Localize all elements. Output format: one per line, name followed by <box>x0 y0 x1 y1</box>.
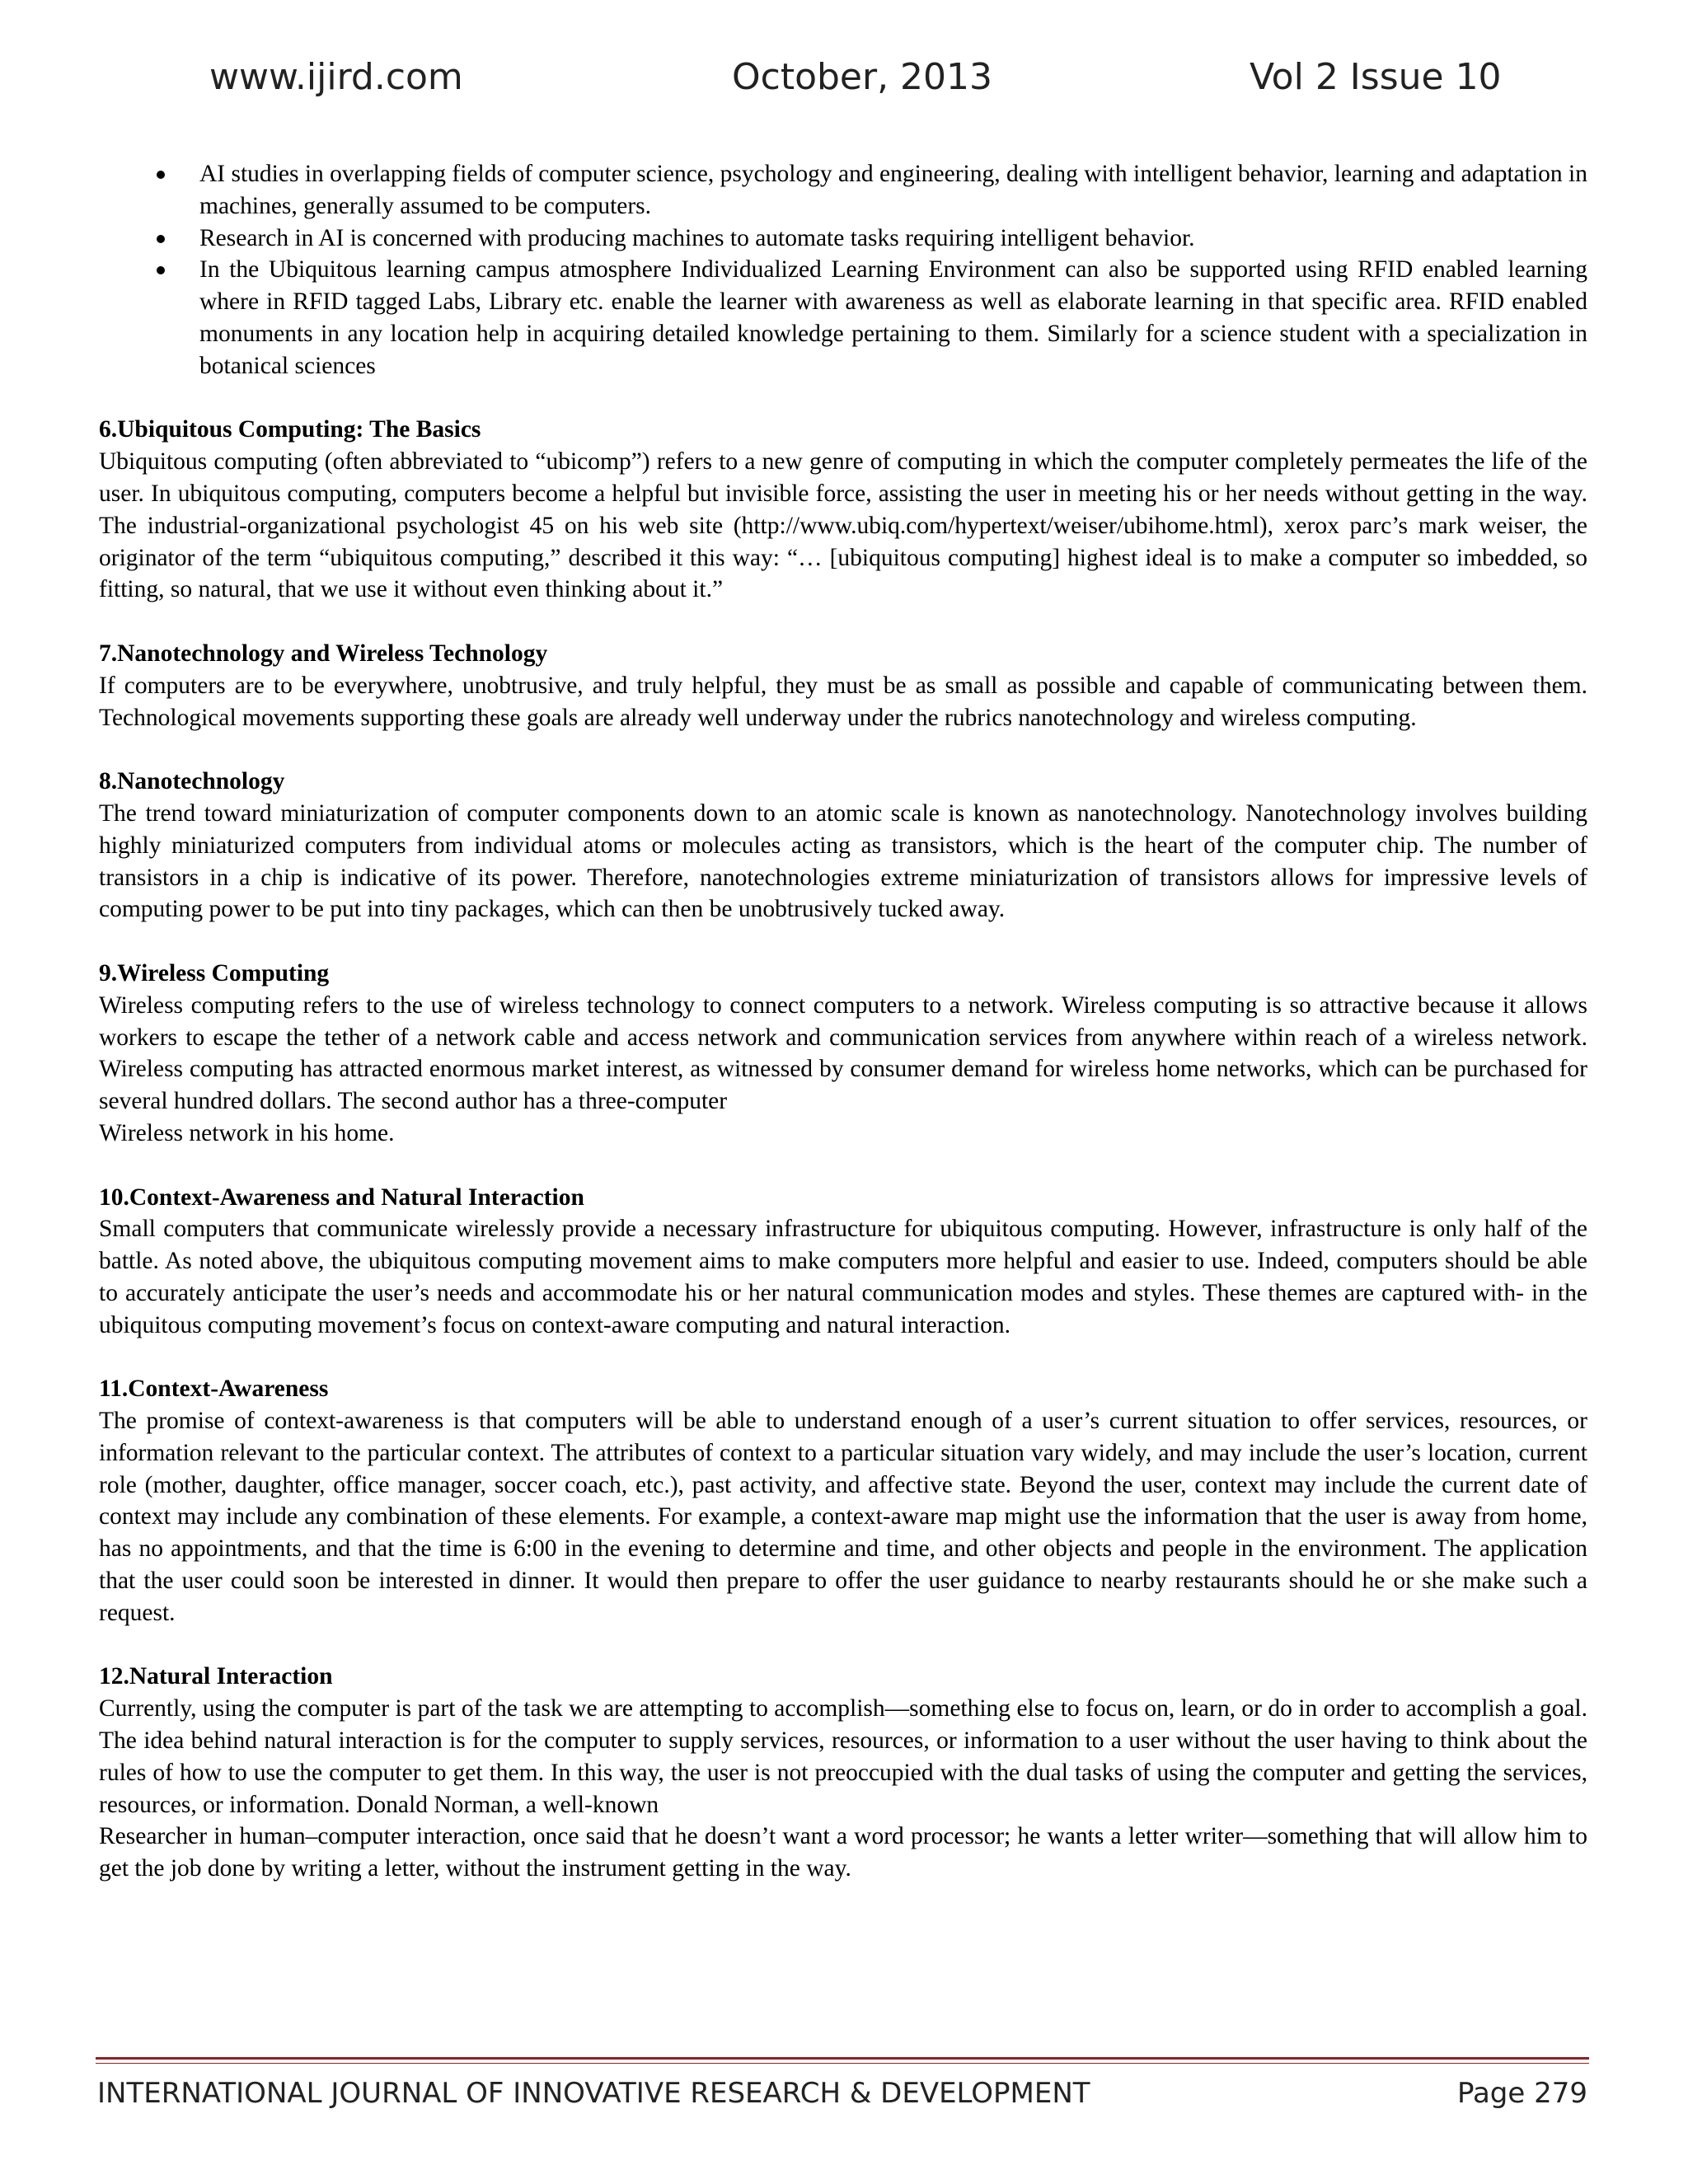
section-paragraph: Researcher in human–computer interaction, once said that he doesn’t want a word processor; he wants a letter writer—something that will allow him to get the job done by writing a letter, without the instrument getting in the way. <box>99 1823 1587 1882</box>
section-paragraph: Wireless network in his home. <box>99 1119 395 1146</box>
header-date: October, 2013 <box>732 56 993 98</box>
section-context-natural <box>99 1182 1587 1342</box>
section-paragraph: If computers are to be everywhere, unobtrusive, and truly helpful, they must be as small as possible and capable of communicating between them. Technological movements supporting these goals are already well underway under the rubrics nanotechnology and wireless computing. <box>99 672 1587 731</box>
section-paragraph: Currently, using the computer is part of the task we are attempting to accomplish—something else to focus on, learn, or do in order to accomplish a goal. The idea behind natural interaction is for the computer to supply services, resources, or information to a user without the user having to think about the rules of how to use the computer to get them. In this way, the user is not preoccupied with the dual tasks of using the computer and getting the services, resources, or information. Donald Norman, a well-known <box>99 1695 1587 1818</box>
header-website: www.ijird.com <box>209 56 463 98</box>
bullet-icon <box>157 171 165 179</box>
page-header <box>0 56 1688 114</box>
footer-page-number: Page 279 <box>1456 2077 1587 2110</box>
section-natural-interaction <box>99 1661 1587 1885</box>
bullet-list <box>99 158 1587 382</box>
section-nanotechnology <box>99 766 1587 926</box>
section-nanotech-wireless <box>99 638 1587 733</box>
bullet-icon <box>157 266 165 274</box>
section-paragraph: The trend toward miniaturization of computer components down to an atomic scale is known as nanotechnology. Nanotechnology involves building highly miniaturized computers from individual atoms or molecules acting as transistors, which is the heart of the computer chip. The number of transistors in a chip is indicative of its power. Therefore, nanotechnologies extreme miniaturization of transistors allows for impressive levels of computing power to be put into tiny packages, which can then be unobtrusively tucked away. <box>99 799 1587 923</box>
section-paragraph: Small computers that communicate wirelessly provide a necessary infrastructure for ubiquitous computing. However, infrastructure is only half of the battle. As noted above, the ubiquitous computing movement aims to make computers more helpful and easier to use. Indeed, computers should be able to accurately anticipate the user’s needs and accommodate his or her natural communication modes and styles. These themes are captured with- in the ubiquitous computing movement’s focus on context-aware computing and natural interaction. <box>99 1216 1587 1338</box>
section-context-awareness <box>99 1373 1587 1629</box>
section-ubiquitous-computing <box>99 414 1587 606</box>
section-heading: 11.Context-Awareness <box>99 1376 329 1403</box>
section-heading: 12.Natural Interaction <box>99 1663 333 1690</box>
footer-divider <box>96 2057 1589 2064</box>
section-wireless-computing <box>99 958 1587 1150</box>
bullet-icon <box>157 235 165 243</box>
section-heading: 10.Context-Awareness and Natural Interaction <box>99 1183 584 1211</box>
bullet-text: In the Ubiquitous learning campus atmosphere Individualized Learning Environment can also be supported using RFID enabled learning where in RFID tagged Labs, Library etc. enable the learner with awareness as well as elaborate learning in that specific area. RFID enabled monuments in any location help in acquiring detailed knowledge pertaining to them. Similarly for a science student with a specialization in botanical sciences <box>199 256 1587 379</box>
section-paragraph: Wireless computing refers to the use of wireless technology to connect computers to a network. Wireless computing is so attractive because it allows workers to escape the tether of a network cable and access network and communication services from anywhere within reach of a wireless network. Wireless computing has attracted enormous market interest, as witnessed by consumer demand for wireless home networks, which can be purchased for several hundred dollars. The second author has a three-computer <box>99 991 1587 1115</box>
footer-journal-name: INTERNATIONAL JOURNAL OF INNOVATIVE RESEARCH & DEVELOPMENT <box>97 2077 1090 2110</box>
header-volume: Vol 2 Issue 10 <box>1250 56 1502 98</box>
article-body <box>99 158 1587 1917</box>
bullet-item <box>99 254 1587 382</box>
section-heading: 7.Nanotechnology and Wireless Technology <box>99 640 548 667</box>
section-heading: 8.Nanotechnology <box>99 768 285 795</box>
bullet-item <box>99 158 1587 223</box>
bullet-text: AI studies in overlapping fields of computer science, psychology and engineering, dealing with intelligent behavior, learning and adaptation in machines, generally assumed to be computers. <box>199 161 1587 219</box>
section-heading: 6.Ubiquitous Computing: The Basics <box>99 416 481 443</box>
section-heading: 9.Wireless Computing <box>99 959 330 987</box>
bullet-text: Research in AI is concerned with producing machines to automate tasks requiring intelligent behavior. <box>199 224 1195 251</box>
section-paragraph: The promise of context-awareness is that computers will be able to understand enough of a user’s current situation to offer services, resources, or information relevant to the particular context. The attributes of context to a particular situation vary widely, and may include the user’s location, current role (mother, daughter, office manager, soccer coach, etc.), past activity, and affective state. Beyond the user, context may include the current date of context may include any combination of these elements. For example, a context-aware map might use the information that the user is away from home, has no appointments, and that the time is 6:00 in the evening to determine and time, and other objects and people in the environment. The application that the user could soon be interested in dinner. It would then prepare to offer the user guidance to nearby restaurants should he or she make such a request. <box>99 1408 1587 1626</box>
bullet-item <box>99 223 1587 255</box>
page-footer <box>97 2077 1587 2118</box>
section-paragraph: Ubiquitous computing (often abbreviated to “ubicomp”) refers to a new genre of computing in which the computer completely permeates the life of the user. In ubiquitous computing, computers become a helpful but invisible force, assisting the user in meeting his or her needs without getting in the way. The industrial-organizational psychologist 45 on his web site (http://www.ubiq.com/hypertext/weiser/ubihome.html), xerox parc’s mark weiser, the originator of the term “ubiquitous computing,” described it this way: “… [ubiquitous computing] highest ideal is to make a computer so imbedded, so fitting, so natural, that we use it without even thinking about it.” <box>99 448 1587 603</box>
